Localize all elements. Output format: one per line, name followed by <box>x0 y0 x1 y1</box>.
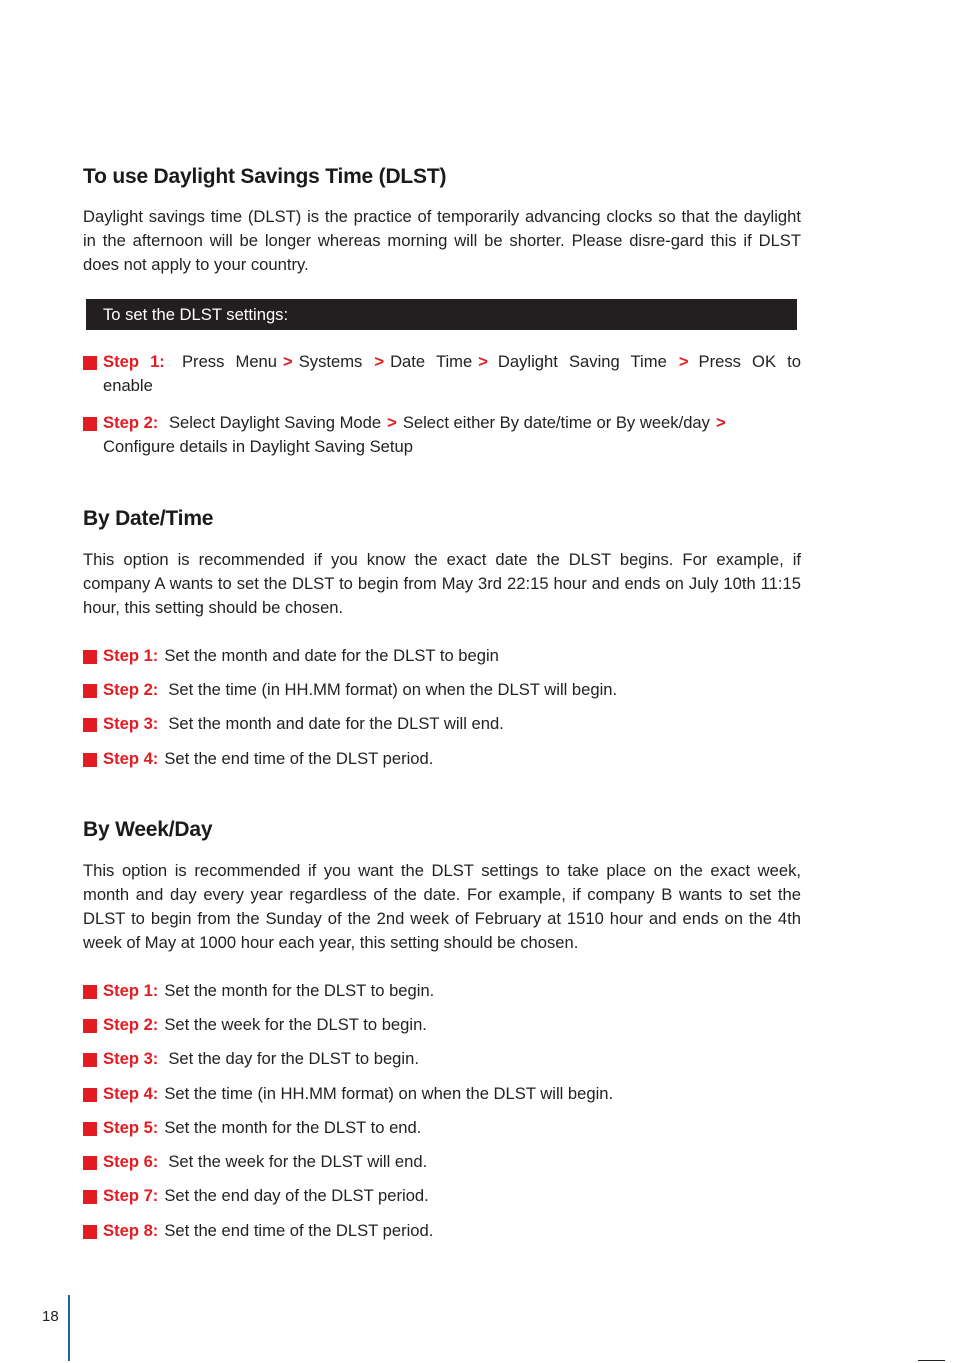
step-text: Set the month for the DLST to begin. <box>164 981 435 1000</box>
bullet-square-icon <box>83 753 97 767</box>
section-title-by-date: By Date/Time <box>83 507 214 530</box>
step-label: Step 1: <box>103 981 159 1000</box>
bullet-square-icon <box>83 718 97 732</box>
step-label: Step 1: <box>103 646 159 665</box>
banner-label: To set the DLST settings: <box>103 305 289 324</box>
bullet-square-icon <box>83 1053 97 1067</box>
page-margin-rule <box>68 1295 70 1361</box>
step-text: Set the week for the DLST will end. <box>168 1152 428 1171</box>
step-label: Step 1: <box>103 352 165 371</box>
bullet-square-icon <box>83 684 97 698</box>
bullet-square-icon <box>83 1088 97 1102</box>
chevron-right-icon: > <box>387 413 397 432</box>
step-part: Date Time <box>390 352 473 371</box>
step-text: Set the month for the DLST to end. <box>164 1118 422 1137</box>
section-title-dlst: To use Daylight Savings Time (DLST) <box>83 165 447 188</box>
by-date-step-2 <box>83 678 801 702</box>
step-part: Select either By date/time or By week/day <box>402 413 710 432</box>
by-week-step-8 <box>83 1219 801 1243</box>
dlst-intro: Daylight savings time (DLST) is the practice of temporarily advancing clocks so that the daylight in the afternoon will be longer whereas morning will be shorter. Please disre-gard this if DLST does not apply to your country. <box>83 207 801 274</box>
step-text: Set the week for the DLST to begin. <box>164 1015 427 1034</box>
step-label: Step 2: <box>103 680 159 699</box>
by-week-step-6 <box>83 1150 801 1174</box>
bullet-square-icon <box>83 1225 97 1239</box>
step-text: Set the end day of the DLST period. <box>164 1186 429 1205</box>
corner-rule <box>918 1360 945 1361</box>
step-part: Daylight Saving Time <box>497 352 667 371</box>
by-date-step-1 <box>83 644 801 668</box>
by-week-intro: This option is recommended if you want the DLST settings to take place on the exact week, month and day every year regardless of the date. For example, if company B wants to set the DLST to begin from the Sunday of the 2nd week of February at 1510 hour and ends on the 4th week of May at 1000 hour each year, this setting should be chosen. <box>83 861 801 952</box>
dlst-step-1 <box>83 350 801 398</box>
by-week-step-2 <box>83 1013 801 1037</box>
section-title-by-week: By Week/Day <box>83 818 213 841</box>
bullet-square-icon <box>83 417 97 431</box>
step-part: Press OK to enable <box>103 352 801 395</box>
chevron-right-icon: > <box>678 352 689 371</box>
dlst-settings-banner <box>86 299 797 330</box>
step-label: Step 3: <box>103 1049 159 1068</box>
bullet-square-icon <box>83 1156 97 1170</box>
step-text: Set the end time of the DLST period. <box>164 749 434 768</box>
by-week-step-3 <box>83 1047 801 1071</box>
page-number: 18 <box>42 1308 59 1325</box>
by-week-step-5 <box>83 1116 801 1140</box>
by-week-step-1 <box>83 979 801 1003</box>
bullet-square-icon <box>83 1122 97 1136</box>
step-label: Step 7: <box>103 1186 159 1205</box>
step-text: Set the month and date for the DLST will end. <box>168 714 504 733</box>
step-label: Step 8: <box>103 1221 159 1240</box>
bullet-square-icon <box>83 1190 97 1204</box>
step-part: Select Daylight Saving Mode <box>168 413 382 432</box>
step-label: Step 6: <box>103 1152 159 1171</box>
dlst-step-2 <box>83 411 801 459</box>
bullet-square-icon <box>83 1019 97 1033</box>
step-label: Step 4: <box>103 1084 159 1103</box>
step-part: Press Menu <box>181 352 278 371</box>
step-text: Set the time (in HH.MM format) on when the DLST will begin. <box>164 1084 614 1103</box>
by-date-step-4 <box>83 747 801 771</box>
chevron-right-icon: > <box>715 413 726 432</box>
by-date-intro: This option is recommended if you know the exact date the DLST begins. For example, if company A wants to set the DLST to begin from May 3rd 22:15 hour and ends on July 10th 11:15 hour, this setting should be chosen. <box>83 550 801 617</box>
by-week-step-7 <box>83 1184 801 1208</box>
step-text: Set the day for the DLST to begin. <box>168 1049 419 1068</box>
step-part: Configure details in Daylight Saving Setup <box>103 437 413 456</box>
step-label: Step 2: <box>103 413 159 432</box>
step-label: Step 4: <box>103 749 159 768</box>
chevron-right-icon: > <box>283 352 293 371</box>
step-text: Set the end time of the DLST period. <box>164 1221 434 1240</box>
by-date-step-3 <box>83 712 801 736</box>
bullet-square-icon <box>83 650 97 664</box>
bullet-square-icon <box>83 985 97 999</box>
step-label: Step 3: <box>103 714 159 733</box>
chevron-right-icon: > <box>374 352 385 371</box>
step-label: Step 5: <box>103 1118 159 1137</box>
step-text: Set the time (in HH.MM format) on when the DLST will begin. <box>168 680 618 699</box>
chevron-right-icon: > <box>478 352 488 371</box>
step-label: Step 2: <box>103 1015 159 1034</box>
step-text: Set the month and date for the DLST to begin <box>164 646 499 665</box>
bullet-square-icon <box>83 356 97 370</box>
step-part: Systems <box>298 352 363 371</box>
by-week-step-4 <box>83 1082 801 1106</box>
